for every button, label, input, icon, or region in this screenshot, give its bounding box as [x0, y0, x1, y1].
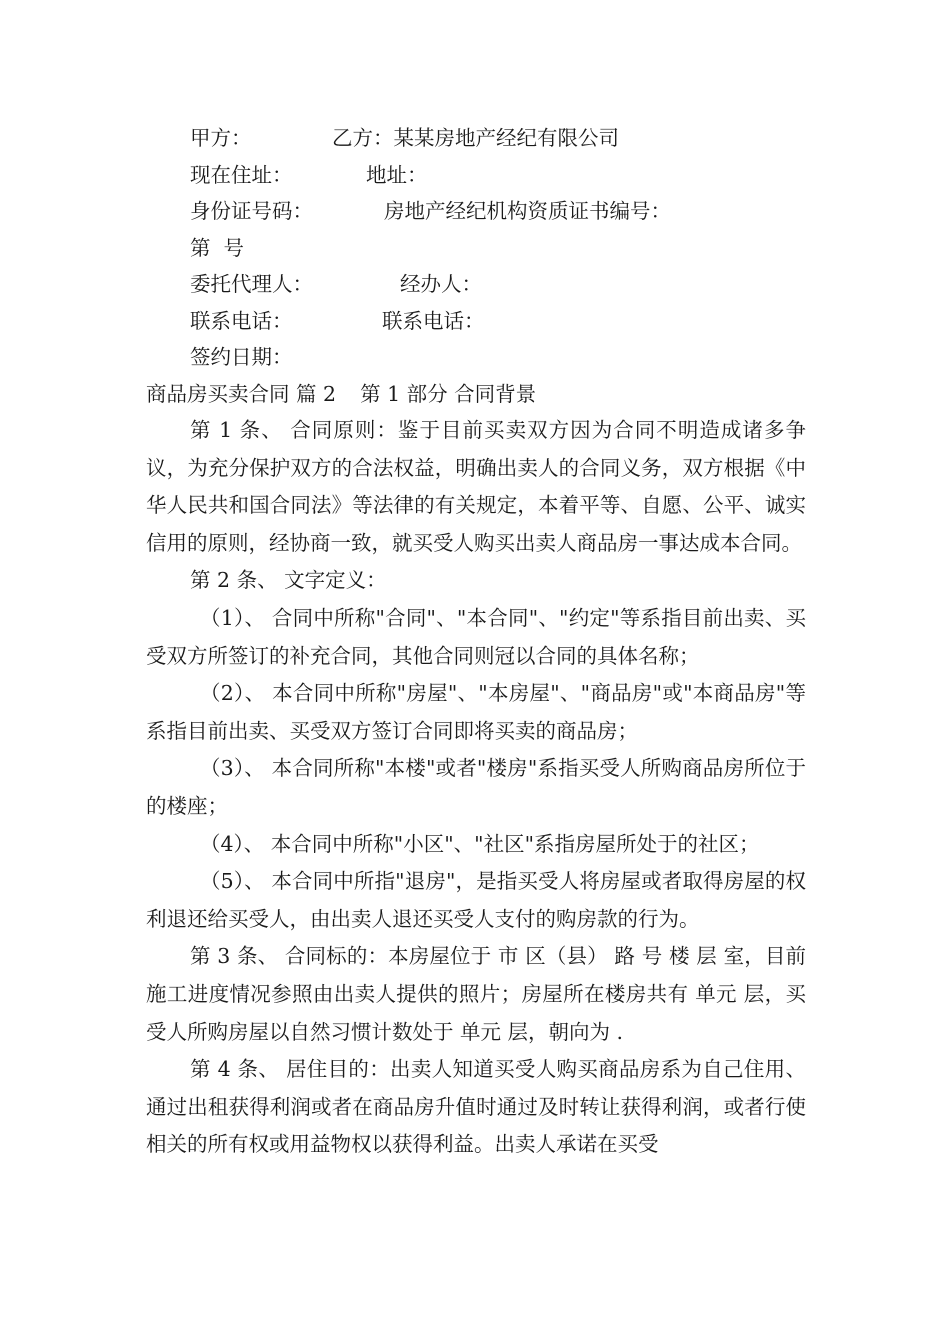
- section-title: 第 1 部分 合同背景: [360, 381, 537, 406]
- party-b-address-label: 地址：: [366, 162, 428, 187]
- party-a-address-label: 现在住址：: [190, 162, 293, 187]
- party-row-6: [146, 303, 806, 340]
- definition-3: （3）、 本合同所称"本楼"或者"楼房"系指买受人所购商品房所位于的楼座；: [146, 756, 806, 818]
- definition-5: （5）、 本合同中所指"退房"，是指买受人将房屋或者取得房屋的权利退还给买受人，由出卖人退还买受人支付的购房款的行为。: [146, 869, 806, 931]
- license-number-label: 房地产经纪机构资质证书编号：: [384, 199, 671, 223]
- agent-label: 委托代理人：: [190, 272, 313, 296]
- party-a-label: 甲方：: [190, 126, 252, 150]
- article-3: 第 3 条、 合同标的：本房屋位于 市 区（县） 路 号 楼 层 室，目前施工进度情况参照由出卖人提供的照片；房屋所在楼房共有 单元 层，买受人所购房屋以自然习惯计数处于 单元 层，朝向为 .: [146, 944, 806, 1044]
- party-row-1: [146, 120, 806, 157]
- section-heading: [146, 376, 806, 413]
- article-2: 第 2 条、 文字定义：: [190, 568, 387, 593]
- definition-2: （2）、 本合同中所称"房屋"、"本房屋"、"商品房"或"本商品房"等系指目前出卖、买受双方签订合同即将买卖的商品房；: [146, 681, 806, 743]
- phone-b-label: 联系电话：: [382, 308, 485, 333]
- party-row-2: [146, 157, 806, 194]
- definition-4: （4）、 本合同中所称"小区"、"社区"系指房屋所处于的社区；: [200, 831, 760, 856]
- handler-label: 经办人：: [400, 272, 482, 296]
- id-number-label: 身份证号码：: [190, 199, 313, 223]
- number-label: 第 号: [190, 235, 245, 260]
- sign-date-label: 签约日期：: [190, 345, 293, 369]
- party-row-4: [146, 230, 806, 267]
- document-title: 商品房买卖合同 篇 2: [146, 381, 337, 406]
- definition-1: （1）、 合同中所称"合同"、"本合同"、"约定"等系指目前出卖、买受双方所签订的补充合同，其他合同则冠以合同的具体名称；: [146, 605, 806, 668]
- party-row-3: [146, 193, 806, 230]
- phone-a-label: 联系电话：: [190, 308, 293, 333]
- party-row-7: [146, 339, 806, 376]
- party-row-5: [146, 266, 806, 303]
- article-1: 第 1 条、 合同原则：鉴于目前买卖双方因为合同不明造成诸多争议，为充分保护双方的合法权益，明确出卖人的合同义务，双方根据《中华人民共和国合同法》等法律的有关规定，本着平等、自愿、公平、诚实信用的原则，经协商一致，就买受人购买出卖人商品房一事达成本合同。: [146, 418, 806, 555]
- article-4: 第 4 条、 居住目的：出卖人知道买受人购买商品房系为自己住用、通过出租获得利润或者在商品房升值时通过及时转让获得利润，或者行使相关的所有权或用益物权以获得利益。出卖人承诺在买受: [146, 1057, 806, 1157]
- party-b-name: 乙方：某某房地产经纪有限公司: [332, 126, 619, 150]
- contract-body: [146, 120, 806, 1164]
